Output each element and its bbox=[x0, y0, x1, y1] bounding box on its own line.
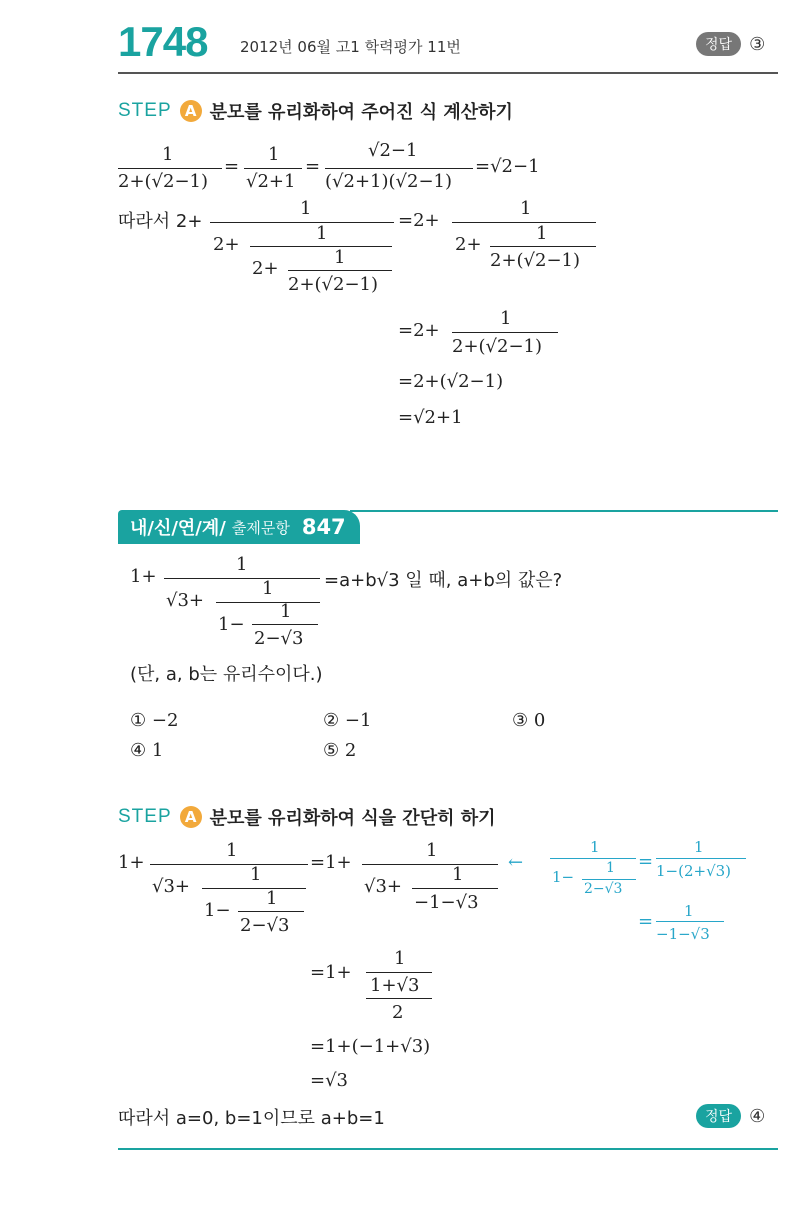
fraction-denominator: 1−(2+√3) bbox=[656, 862, 732, 880]
fraction-denominator: 2−√3 bbox=[254, 628, 304, 649]
fraction-bar bbox=[164, 578, 320, 579]
fraction-numerator: 1 bbox=[684, 902, 694, 920]
banner-title: 내/신/연/계/ bbox=[130, 518, 226, 539]
fraction-denominator: 2+ bbox=[252, 258, 279, 279]
equals-sign: = bbox=[305, 156, 321, 177]
fraction-denominator: √3+ bbox=[152, 876, 191, 897]
banner-rule bbox=[350, 510, 778, 512]
fraction-bar bbox=[325, 168, 473, 169]
choice-1[interactable]: ① −2 bbox=[130, 710, 179, 731]
fraction-denominator: 2−√3 bbox=[584, 881, 623, 897]
step-title: 분모를 유리화하여 식을 간단히 하기 bbox=[209, 808, 496, 829]
fraction-bar bbox=[202, 888, 306, 889]
fraction-numerator: √2−1 bbox=[368, 140, 418, 161]
equation-result: =√2−1 bbox=[475, 156, 540, 177]
nested-denominator: 2 bbox=[392, 1002, 404, 1023]
header-divider bbox=[118, 72, 778, 74]
fraction-numerator: 1 bbox=[590, 838, 600, 856]
fraction-numerator: 1 bbox=[426, 840, 438, 861]
step-title: 분모를 유리화하여 주어진 식 계산하기 bbox=[209, 102, 513, 123]
banner-subtitle: 출제문항 bbox=[231, 518, 290, 537]
fraction-bar bbox=[490, 246, 596, 247]
step-badge: A bbox=[180, 806, 202, 828]
fraction-bar bbox=[366, 972, 432, 973]
fraction-denominator: 2+ bbox=[455, 234, 482, 255]
choice-3[interactable]: ③ 0 bbox=[512, 710, 546, 731]
question-suffix: =a+b√3 일 때, a+b의 값은? bbox=[324, 570, 563, 591]
fraction-numerator: 1 bbox=[300, 198, 312, 219]
fraction-numerator: 1 bbox=[280, 601, 292, 622]
fraction-bar bbox=[656, 921, 724, 922]
fraction-bar bbox=[250, 246, 392, 247]
fraction-bar bbox=[288, 270, 392, 271]
fraction-bar bbox=[244, 168, 302, 169]
fraction-numerator: 1 bbox=[334, 247, 346, 268]
choice-5[interactable]: ⑤ 2 bbox=[323, 740, 357, 761]
fraction-numerator: 1 bbox=[236, 554, 248, 575]
fraction-bar bbox=[656, 858, 746, 859]
answer-label: 정답 bbox=[696, 1104, 741, 1128]
step-heading-1 bbox=[118, 98, 513, 124]
fraction-numerator: 1 bbox=[250, 864, 262, 885]
choice-2[interactable]: ② −1 bbox=[323, 710, 372, 731]
fraction-denominator: −1−√3 bbox=[656, 925, 710, 943]
fraction-bar bbox=[238, 911, 304, 912]
problem-number: 1748 bbox=[118, 18, 208, 65]
equals-sign: = bbox=[638, 851, 654, 872]
fraction-denominator: 1− bbox=[552, 868, 575, 886]
fraction-denominator: 1− bbox=[218, 614, 245, 635]
fraction-bar bbox=[452, 222, 596, 223]
equation-prefix: 1+ bbox=[130, 566, 157, 587]
fraction-numerator: 1 bbox=[500, 308, 512, 329]
fraction-bar bbox=[412, 888, 498, 889]
fraction-numerator: 1 bbox=[226, 840, 238, 861]
fraction-bar bbox=[252, 624, 318, 625]
banner-number: 847 bbox=[301, 515, 346, 539]
fraction-denominator: 2+(√2−1) bbox=[490, 250, 581, 271]
fraction-numerator: 1 bbox=[266, 888, 278, 909]
answer-label: 정답 bbox=[696, 32, 741, 56]
fraction-numerator: 1 bbox=[262, 578, 274, 599]
fraction-denominator: 1− bbox=[204, 900, 231, 921]
equals-expression: =2+ bbox=[398, 210, 440, 231]
fraction-bar bbox=[550, 858, 636, 859]
footer-divider bbox=[118, 1148, 778, 1150]
answer-block-2 bbox=[696, 1104, 765, 1128]
answer-value: ④ bbox=[749, 1105, 766, 1127]
equals-expression: =1+ bbox=[310, 962, 352, 983]
related-problem-banner bbox=[118, 510, 360, 544]
fraction-denominator: 2+(√2−1) bbox=[288, 274, 379, 295]
step-label: STEP bbox=[118, 806, 172, 827]
fraction-numerator: 1 bbox=[394, 948, 406, 969]
fraction-denominator: √3+ bbox=[166, 590, 205, 611]
answer-value: ③ bbox=[749, 33, 766, 55]
step-label: STEP bbox=[118, 100, 172, 121]
fraction-bar bbox=[118, 168, 222, 169]
solution-line-4: =√3 bbox=[310, 1070, 349, 1091]
fraction-denominator: −1−√3 bbox=[414, 892, 479, 913]
step-badge: A bbox=[180, 100, 202, 122]
fraction-numerator: 1 bbox=[268, 144, 280, 165]
fraction-bar bbox=[452, 332, 558, 333]
equals-expression: =1+ bbox=[310, 852, 352, 873]
solution-line-3: =1+(−1+√3) bbox=[310, 1036, 431, 1057]
equation-prefix: 따라서 2+ bbox=[118, 211, 203, 232]
fraction-numerator: 1 bbox=[694, 838, 704, 856]
fraction-denominator: 2+(√2−1) bbox=[118, 171, 209, 192]
nested-numerator: 1+√3 bbox=[370, 975, 420, 996]
answer-block bbox=[696, 32, 765, 56]
fraction-numerator: 1 bbox=[316, 223, 328, 244]
problem-source: 2012년 06월 고1 학력평가 11번 bbox=[240, 38, 461, 56]
fraction-numerator: 1 bbox=[520, 198, 532, 219]
fraction-denominator: 2+ bbox=[213, 234, 240, 255]
fraction-bar bbox=[362, 864, 498, 865]
step-heading-2 bbox=[118, 804, 496, 830]
fraction-denominator: 2−√3 bbox=[240, 915, 290, 936]
choice-4[interactable]: ④ 1 bbox=[130, 740, 164, 761]
fraction-denominator: 2+(√2−1) bbox=[452, 336, 543, 357]
equals-expression: =2+ bbox=[398, 320, 440, 341]
fraction-numerator: 1 bbox=[452, 864, 464, 885]
equals-sign: = bbox=[224, 156, 240, 177]
equals-sign: = bbox=[638, 911, 654, 932]
fraction-bar bbox=[366, 998, 432, 999]
fraction-numerator: 1 bbox=[162, 144, 174, 165]
fraction-bar bbox=[210, 222, 394, 223]
arrow-left-icon: ← bbox=[508, 852, 524, 873]
fraction-denominator: √3+ bbox=[364, 876, 403, 897]
equation-prefix: 1+ bbox=[118, 852, 145, 873]
fraction-numerator: 1 bbox=[536, 223, 548, 244]
fraction-denominator: (√2+1)(√2−1) bbox=[325, 171, 453, 192]
fraction-bar bbox=[216, 602, 320, 603]
fraction-bar bbox=[150, 864, 308, 865]
fraction-numerator: 1 bbox=[606, 860, 615, 876]
fraction-denominator: √2+1 bbox=[246, 171, 296, 192]
equation-line-5: =√2+1 bbox=[398, 407, 463, 428]
question-condition: (단, a, b는 유리수이다.) bbox=[130, 664, 323, 685]
equation-line-4: =2+(√2−1) bbox=[398, 371, 504, 392]
conclusion: 따라서 a=0, b=1이므로 a+b=1 bbox=[118, 1108, 385, 1129]
